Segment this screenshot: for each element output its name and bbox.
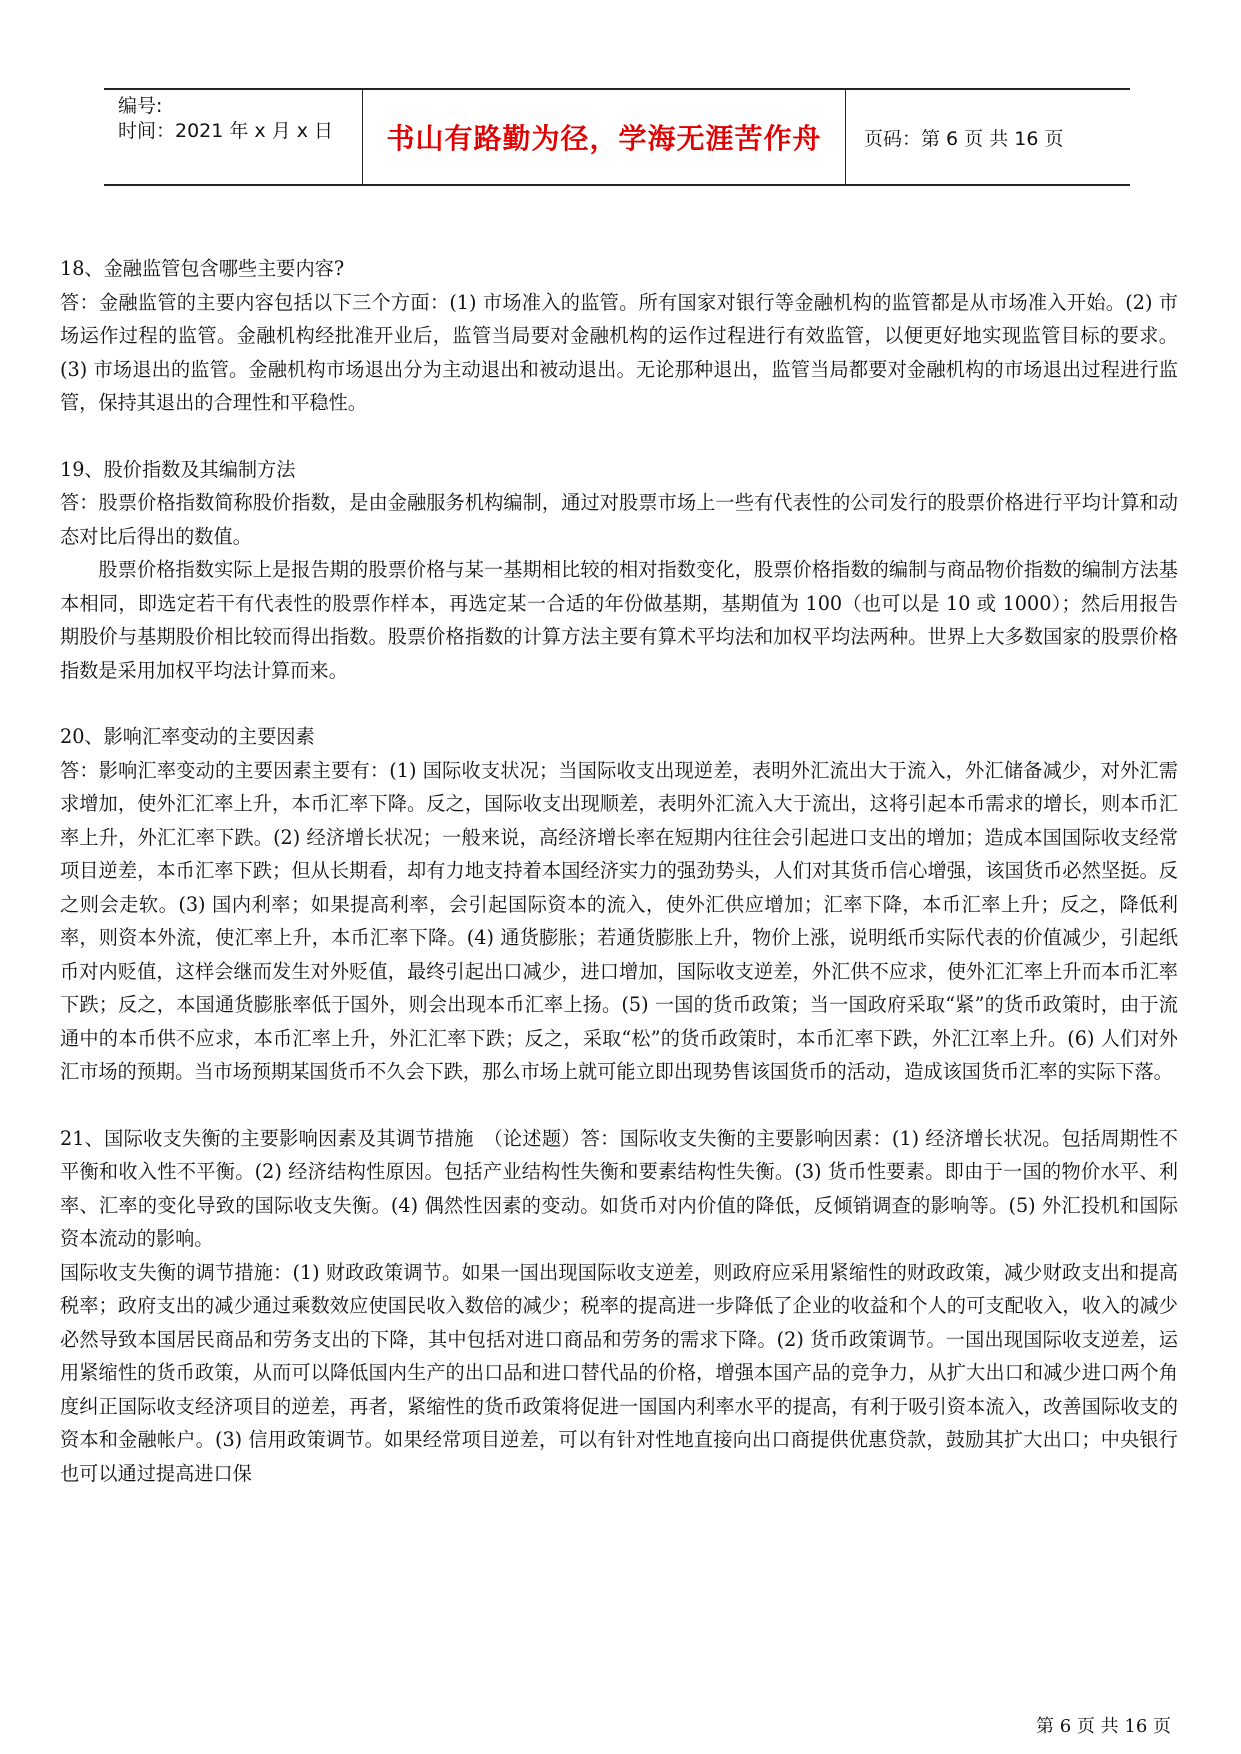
answer-20: 答：影响汇率变动的主要因素主要有：(1) 国际收支状况；当国际收支出现逆差，表明外汇流出大于流入，外汇储备减少，对外汇需求增加，使外汇汇率上升，本币汇率下降。反之，国际收支出现顺差，表明外汇流入大于流出，这将引起本币需求的增长，则本币汇率上升，外汇汇率下跌。(2) 经济增长状况；一般来说，高经济增长率在短期内往往会引起进口支出的增加；造成本国国际收支经常项目逆差，本币汇率下跌；但从长期看，却有力地支持着本国经济实力的强劲势头，人们对其货币信心增强，该国货币必然坚挺。反之则会走软。(3) 国内利率；如果提高利率，会引起国际资本的流入，使外汇供应增加；汇率下降，本币汇率上升；反之，降低利率，则资本外流，使汇率上升，本币汇率下降。(4) 通货膨胀；若通货膨胀上升，物价上涨，说明纸币实际代表的价值减少，引起纸币对内贬值，这样会继而发生对外贬值，最终引起出口减少，进口增加，国际收支逆差，外汇供不应求，使外汇汇率上升而本币汇率下跌；反之，本国通货膨胀率低于国外，则会出现本币汇率上扬。(5) 一国的货币政策；当一国政府采取“紧”的货币政策时，由于流通中的本币供不应求，本币汇率上升，外汇汇率下跌；反之，采取“松”的货币政策时，本币汇率下跌，外汇江率上升。(6) 人们对外汇市场的预期。当市场预期某国货币不久会下跌，那么市场上就可能立即出现势售该国货币的活动，造成该国货币汇率的实际下落。 xyxy=(60,758,1178,1083)
answer-18: 答：金融监管的主要内容包括以下三个方面：(1) 市场准入的监管。所有国家对银行等金融机构的监管都是从市场准入开始。(2) 市场运作过程的监管。金融机构经批准开业后，监管当局要对金融机构的运作过程进行有效监管，以便更好地实现监管目标的要求。(3) 市场退出的监管。金融机构市场退出分为主动退出和被动退出。无论那种退出，监管当局都要对金融机构的市场退出过程进行监管，保持其退出的合理性和平稳性。 xyxy=(60,290,1178,414)
header-motto-cell xyxy=(362,90,846,184)
motto-text: 书山有路勤为径，学海无涯苦作舟 xyxy=(386,122,822,155)
question-18: 18、金融监管包含哪些主要内容? xyxy=(60,257,345,280)
header-page-info: 页码：第 6 页 共 16 页 xyxy=(864,127,1064,150)
document-body xyxy=(60,252,1178,1490)
header-page-cell xyxy=(846,90,1130,184)
page-header xyxy=(104,88,1130,186)
answer-19-p1: 答：股票价格指数简称股价指数，是由金融服务机构编制，通过对股票市场上一些有代表性的公司发行的股票价格进行平均计算和动态对比后得出的数值。 xyxy=(60,491,1178,548)
answer-19-p2: 股票价格指数实际上是报告期的股票价格与某一基期相比较的相对指数变化，股票价格指数的编制与商品物价指数的编制方法基本相同，即选定若干有代表性的股票作样本，再选定某一合适的年份做基期，基期值为 100（也可以是 10 或 1000）；然后用报告期股价与基期股价相比较而得出指数。股票价格指数的计算方法主要有算术平均法和加权平均法两种。世界上大多数国家的股票价格指数是采用加权平均法计算而来。 xyxy=(60,558,1178,682)
question-19: 19、股价指数及其编制方法 xyxy=(60,457,296,481)
answer-21-p1: 21、国际收支失衡的主要影响因素及其调节措施 （论述题）答：国际收支失衡的主要影响因素：(1) 经济增长状况。包括周期性不平衡和收入性不平衡。(2) 经济结构性原因。包括产业结构性失衡和要素结构性失衡。(3) 货币性要素。即由于一国的物价水平、利率、汇率的变化导致的国际收支失衡。(4) 偶然性因素的变动。如货币对内价值的降低，反倾销调查的影响等。(5) 外汇投机和国际资本流动的影响。 xyxy=(60,1126,1178,1250)
header-left-cell xyxy=(104,90,362,184)
document-number-label: 编号: xyxy=(118,95,163,117)
document-time-label: 时间：2021 年 x 月 x 日 xyxy=(118,120,334,142)
page-footer: 第 6 页 共 16 页 xyxy=(1036,1716,1171,1737)
answer-21-p2: 国际收支失衡的调节措施：(1) 财政政策调节。如果一国出现国际收支逆差，则政府应采用紧缩性的财政政策，减少财政支出和提高税率；政府支出的减少通过乘数效应使国民收入数倍的减少；税率的提高进一步降低了企业的收益和个人的可支配收入，收入的减少必然导致本国居民商品和劳务支出的下降，其中包括对进口商品和劳务的需求下降。(2) 货币政策调节。一国出现国际收支逆差，运用紧缩性的货币政策，从而可以降低国内生产的出口品和进口替代品的价格，增强本国产品的竞争力，从扩大出口和减少进口两个角度纠正国际收支经济项目的逆差，再者，紧缩性的货币政策将促进一国国内利率水平的提高，有利于吸引资本流入，改善国际收支的资本和金融帐户。(3) 信用政策调节。如果经常项目逆差，可以有针对性地直接向出口商提供优惠贷款，鼓励其扩大出口；中央银行也可以通过提高进口保 xyxy=(60,1260,1178,1485)
question-20: 20、影响汇率变动的主要因素 xyxy=(60,725,315,748)
